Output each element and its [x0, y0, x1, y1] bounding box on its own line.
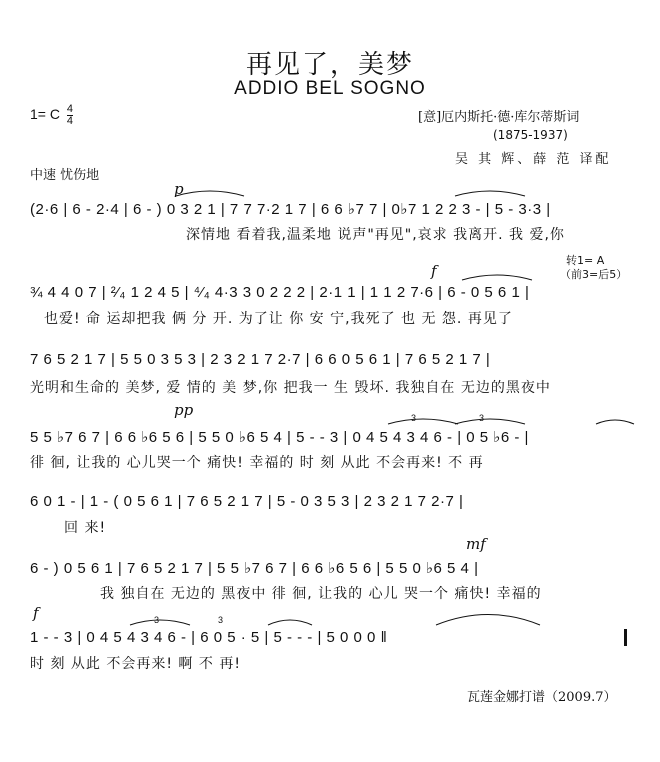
notation-line-6: 6 - ) 0 5 6 1 | 7 6 5 2 1 7 | 5 5 ♭7 6 7 | 6 6 ♭6 5 6 | 5 5 0 ♭6 5 4 | — [30, 560, 479, 577]
tempo-marking: 中速 忧伤地 — [30, 168, 100, 183]
slur-3 — [462, 275, 532, 280]
slur-1 — [176, 191, 244, 196]
lyrics-line-3: 光明和生命的 美梦, 爱 情的 美 梦,你 把我一 生 毁坏. 我独自在 无边的黑夜中 — [30, 380, 551, 396]
final-barline — [624, 629, 627, 646]
svg-text:3: 3 — [479, 413, 485, 423]
time-denominator: 4 — [66, 115, 73, 127]
slur-7 — [130, 620, 190, 625]
key-text: 1= C — [30, 106, 60, 123]
svg-text:3: 3 — [411, 413, 417, 423]
lyrics-line-7: 时 刻 从此 不会再来! 啊 不 再! — [30, 656, 241, 672]
translators: 吴 其 辉、薛 范 译配 — [455, 152, 612, 167]
notation-line-3: 7 6 5 2 1 7 | 5 5 0 3 5 3 | 2 3 2 1 7 2·7 | 6 6 0 5 6 1 | 7 6 5 2 1 7 | — [30, 351, 491, 368]
slur-9 — [436, 615, 540, 626]
lyrics-line-5: 回 来! — [64, 520, 107, 536]
slur-8 — [268, 620, 312, 625]
dynamic-p: p — [174, 180, 184, 198]
dynamic-f: f — [431, 262, 437, 280]
modulation-marking: 转1= A — [566, 254, 605, 267]
slur-4 — [388, 419, 458, 424]
lyricist-years: (1875-1937) — [493, 128, 568, 142]
lyrics-line-2: 也爱! 命 运却把我 俩 分 开. 为了让 你 安 宁,我死了 也 无 怨. 再见了 — [44, 311, 513, 327]
slur-6 — [596, 420, 634, 424]
modulation-detail: （前3=后5） — [560, 268, 628, 281]
slur-2 — [455, 191, 525, 196]
song-subtitle: ADDIO BEL SOGNO — [234, 78, 426, 99]
time-numerator: 4 — [66, 103, 73, 115]
svg-text:3: 3 — [218, 615, 224, 625]
notation-line-4: 5 5 ♭7 6 7 | 6 6 ♭6 5 6 | 5 5 0 ♭6 5 4 | 5 - - 3 | 0 4 5 4 3 4 6 - | 0 5 ♭6 - | — [30, 429, 529, 446]
lyrics-line-4: 徘 徊, 让我的 心儿哭一个 痛快! 幸福的 时 刻 从此 不会再来! 不 再 — [30, 455, 484, 471]
svg-text:3: 3 — [154, 615, 160, 625]
dynamic-pp: pp — [174, 401, 194, 419]
lyricist: [意]厄内斯托·德·库尔蒂斯词 — [418, 110, 580, 125]
notation-line-1: (2·6 | 6 - 2·4 | 6 - ) 0 3 2 1 | 7 7 7·2 1 7 | 6 6 ♭7 7 | 0♭7 1 2 2 3 - | 5 - 3·3 | — [30, 201, 551, 218]
slur-5 — [455, 419, 525, 424]
song-title: 再见了，美梦 — [245, 50, 414, 80]
notation-line-7: 1 - - 3 | 0 4 5 4 3 4 6 - | 6 0 5 · 5 | 5 - - - | 5 0 0 0 ‖ — [30, 629, 388, 646]
notation-line-5: 6 0 1 - | 1 - ( 0 5 6 1 | 7 6 5 2 1 7 | 5 - 0 3 5 3 | 2 3 2 1 7 2·7 | — [30, 493, 464, 510]
dynamic-f-final: f — [33, 604, 39, 622]
notation-line-2: ¾ 4 4 0 7 | ²⁄₄ 1 2 4 5 | ⁴⁄₄ 4·3 3 0 2 2 2 | 2·1 1 | 1 1 2 7·6 | 6 - 0 5 6 1 | — [30, 284, 530, 301]
lyrics-line-6: 我 独自在 无边的 黑夜中 徘 徊, 让我的 心儿 哭一个 痛快! 幸福的 — [100, 586, 542, 602]
lyrics-line-1: 深情地 看着我,温柔地 说声"再见",哀求 我离开. 我 爱,你 — [186, 227, 565, 243]
transcription-credit: 瓦莲金娜打谱（2009.7） — [467, 690, 617, 705]
dynamic-mf: mf — [466, 535, 486, 553]
